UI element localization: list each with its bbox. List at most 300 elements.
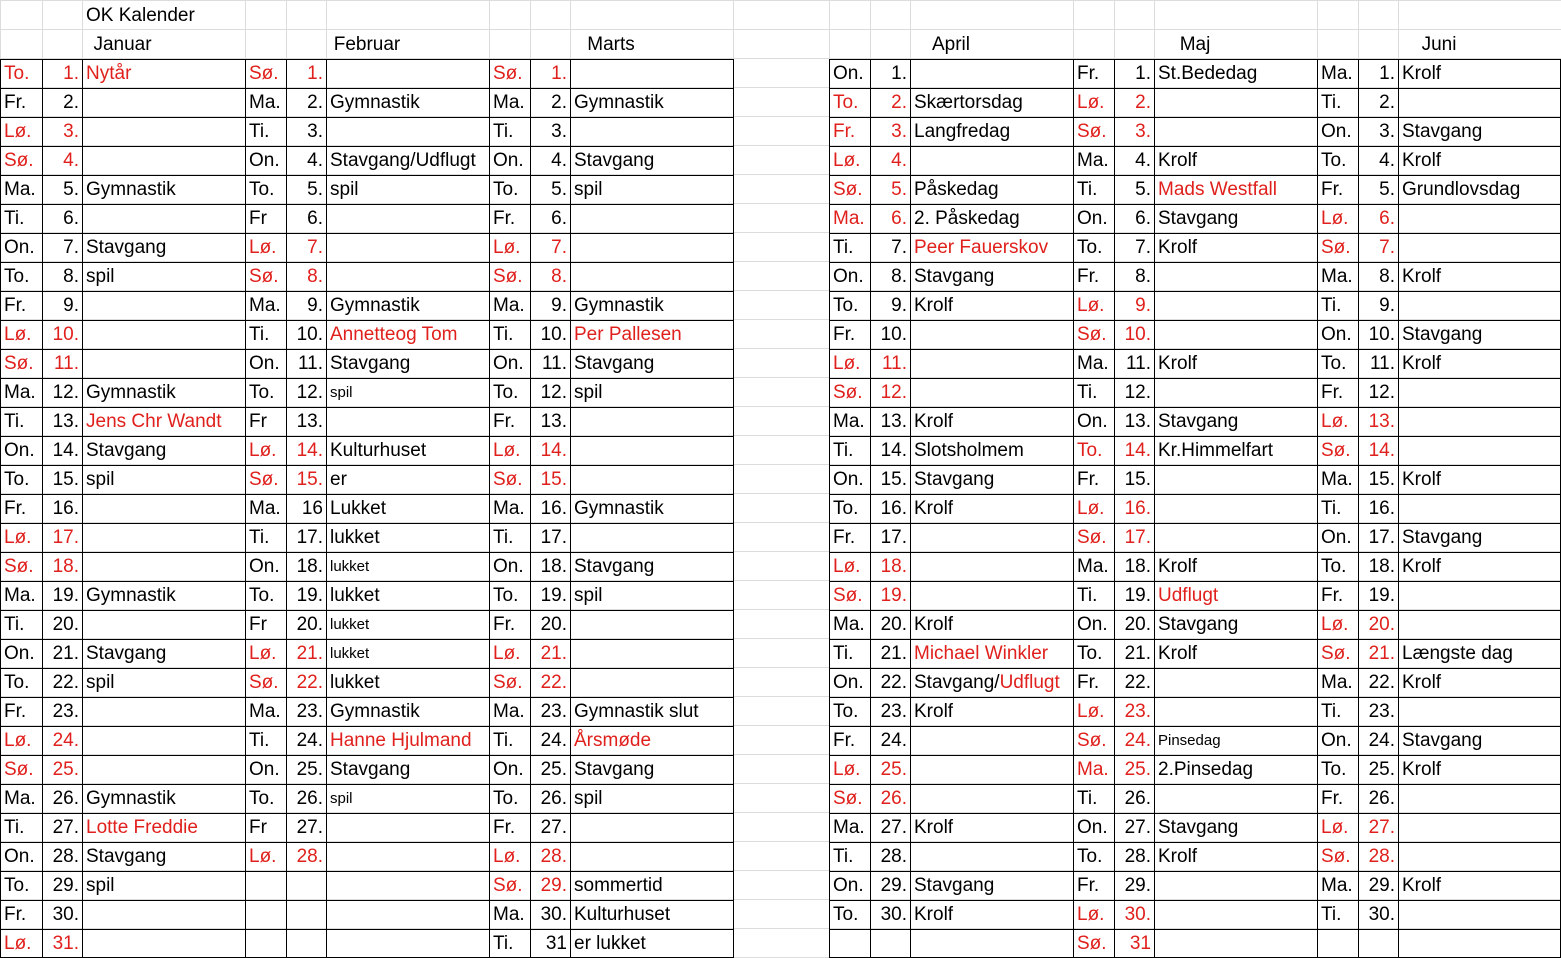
event-cell[interactable] <box>570 117 733 146</box>
weekday-cell[interactable]: Ti. <box>249 527 270 548</box>
event-cell[interactable]: Stavgang <box>1158 817 1239 838</box>
event-cell[interactable] <box>1398 494 1561 523</box>
date-cell[interactable]: 27. <box>1368 817 1395 838</box>
event-cell[interactable] <box>570 59 733 88</box>
date-cell[interactable]: 1. <box>891 63 907 84</box>
weekday-cell[interactable]: On. <box>493 556 524 577</box>
date-cell[interactable]: 8. <box>551 266 567 287</box>
date-cell[interactable]: 3. <box>307 121 323 142</box>
weekday-cell[interactable]: Lø. <box>833 150 861 171</box>
weekday-cell[interactable]: Ma. <box>4 788 36 809</box>
date-cell[interactable]: 18. <box>540 556 567 577</box>
event-cell[interactable]: Peer Fauerskov <box>914 237 1049 258</box>
weekday-cell[interactable]: Ma. <box>833 208 865 229</box>
event-cell[interactable] <box>326 59 489 88</box>
date-cell[interactable]: 19. <box>296 585 323 606</box>
event-cell[interactable] <box>1154 697 1317 726</box>
weekday-cell[interactable]: Ma. <box>1321 469 1353 490</box>
event-cell[interactable]: er <box>330 469 347 490</box>
event-cell[interactable] <box>1398 88 1561 117</box>
date-cell[interactable]: 10. <box>1124 324 1151 345</box>
date-cell[interactable]: 17. <box>1368 527 1395 548</box>
date-cell[interactable]: 6. <box>1135 208 1151 229</box>
weekday-cell[interactable]: Fr. <box>4 498 27 519</box>
weekday-cell[interactable]: To. <box>4 875 30 896</box>
date-cell[interactable]: 20. <box>540 614 567 635</box>
weekday-cell[interactable]: Fr. <box>1077 875 1100 896</box>
event-cell[interactable] <box>82 349 245 378</box>
date-cell[interactable]: 14. <box>1368 440 1395 461</box>
date-cell[interactable]: 6. <box>307 208 323 229</box>
date-cell[interactable]: 5. <box>1135 179 1151 200</box>
event-cell[interactable]: Krolf <box>1158 353 1198 374</box>
month-header[interactable]: Marts <box>587 34 635 55</box>
date-cell[interactable]: 5. <box>1379 179 1395 200</box>
event-cell[interactable] <box>1398 407 1561 436</box>
date-cell[interactable]: 31 <box>1129 933 1151 954</box>
event-cell[interactable] <box>1154 291 1317 320</box>
weekday-cell[interactable]: Ti. <box>493 527 514 548</box>
date-cell[interactable]: 12. <box>1368 382 1395 403</box>
weekday-cell[interactable]: Sø. <box>833 788 863 809</box>
weekday-cell[interactable]: Fr. <box>1077 672 1100 693</box>
date-cell[interactable]: 23. <box>1368 701 1395 722</box>
date-cell[interactable]: 6. <box>551 208 567 229</box>
event-cell[interactable]: Krolf <box>1158 556 1198 577</box>
weekday-cell[interactable]: Ma. <box>493 295 525 316</box>
weekday-cell[interactable]: Sø. <box>493 63 523 84</box>
event-cell[interactable] <box>1398 900 1561 929</box>
date-cell[interactable]: 24. <box>52 730 79 751</box>
date-cell[interactable]: 16. <box>1124 498 1151 519</box>
date-cell[interactable]: 28. <box>296 846 323 867</box>
date-cell[interactable]: 1. <box>63 63 79 84</box>
weekday-cell[interactable]: On. <box>1321 730 1352 751</box>
event-cell[interactable] <box>1154 900 1317 929</box>
date-cell[interactable]: 2. <box>891 92 907 113</box>
weekday-cell[interactable]: Lø. <box>4 324 32 345</box>
date-cell[interactable]: 13. <box>880 411 907 432</box>
event-cell[interactable] <box>1154 494 1317 523</box>
date-cell[interactable]: 7. <box>551 237 567 258</box>
event-cell[interactable]: spil <box>86 266 115 287</box>
event-cell[interactable]: spil <box>86 672 115 693</box>
date-cell[interactable]: 9. <box>1379 295 1395 316</box>
weekday-cell[interactable]: Fr <box>249 817 267 838</box>
event-cell[interactable]: Krolf <box>1402 759 1442 780</box>
date-cell[interactable]: 20. <box>296 614 323 635</box>
date-cell[interactable]: 6. <box>1379 208 1395 229</box>
weekday-cell[interactable]: Ma. <box>833 411 865 432</box>
date-cell[interactable]: 19. <box>540 585 567 606</box>
event-cell[interactable]: Krolf <box>914 614 954 635</box>
weekday-cell[interactable]: Ma. <box>1321 266 1353 287</box>
weekday-cell[interactable]: Ti. <box>1321 498 1342 519</box>
weekday-cell[interactable]: Ti. <box>4 817 25 838</box>
weekday-cell[interactable]: Ti. <box>1077 179 1098 200</box>
date-cell[interactable]: 10. <box>52 324 79 345</box>
weekday-cell[interactable]: Ti. <box>4 614 25 635</box>
weekday-cell[interactable]: Fr. <box>833 324 856 345</box>
date-cell[interactable]: 5. <box>63 179 79 200</box>
weekday-cell[interactable]: On. <box>833 63 864 84</box>
weekday-cell[interactable]: Fr. <box>4 904 27 925</box>
event-cell[interactable] <box>1398 813 1561 842</box>
event-cell[interactable]: Jens Chr Wandt <box>86 411 222 432</box>
weekday-cell[interactable]: Fr. <box>493 614 516 635</box>
event-cell[interactable]: Krolf <box>1158 237 1198 258</box>
date-cell[interactable]: 25. <box>1368 759 1395 780</box>
weekday-cell[interactable]: Lø. <box>4 730 32 751</box>
date-cell[interactable]: 14. <box>880 440 907 461</box>
date-cell[interactable]: 4. <box>307 150 323 171</box>
event-cell[interactable] <box>326 407 489 436</box>
event-cell[interactable]: spil <box>574 585 603 606</box>
weekday-cell[interactable]: Sø. <box>1321 440 1351 461</box>
event-cell[interactable]: Krolf <box>1402 875 1442 896</box>
weekday-cell[interactable]: Fr <box>249 411 267 432</box>
event-cell[interactable]: Slotsholmem <box>914 440 1024 461</box>
date-cell[interactable]: 3. <box>63 121 79 142</box>
date-cell[interactable]: 5. <box>551 179 567 200</box>
weekday-cell[interactable]: To. <box>493 382 519 403</box>
date-cell[interactable]: 20. <box>880 614 907 635</box>
date-cell[interactable]: 7. <box>891 237 907 258</box>
date-cell[interactable]: 28. <box>880 846 907 867</box>
date-cell[interactable]: 29. <box>540 875 567 896</box>
event-cell[interactable] <box>1154 523 1317 552</box>
date-cell[interactable]: 15. <box>540 469 567 490</box>
event-cell[interactable]: Hanne Hjulmand <box>330 730 472 751</box>
event-cell[interactable]: St.Bededag <box>1158 63 1258 84</box>
date-cell[interactable]: 12. <box>296 382 323 403</box>
date-cell[interactable]: 27. <box>540 817 567 838</box>
event-cell[interactable] <box>1154 262 1317 291</box>
weekday-cell[interactable]: Sø. <box>493 875 523 896</box>
event-cell[interactable]: Årsmøde <box>574 730 652 751</box>
event-cell[interactable] <box>326 117 489 146</box>
date-cell[interactable]: 15. <box>52 469 79 490</box>
event-cell[interactable] <box>326 813 489 842</box>
event-cell[interactable]: Gymnastik <box>86 788 176 809</box>
date-cell[interactable]: 18. <box>52 556 79 577</box>
event-cell[interactable] <box>82 146 245 175</box>
date-cell[interactable]: 17. <box>296 527 323 548</box>
event-cell[interactable]: Stavgang <box>1402 730 1483 751</box>
weekday-cell[interactable]: Sø. <box>1321 643 1351 664</box>
event-cell[interactable] <box>1154 784 1317 813</box>
event-cell[interactable]: Krolf <box>1402 266 1442 287</box>
date-cell[interactable]: 25. <box>52 759 79 780</box>
event-cell[interactable]: Lukket <box>330 498 386 519</box>
weekday-cell[interactable]: Ti. <box>1321 904 1342 925</box>
weekday-cell[interactable]: To. <box>1321 556 1347 577</box>
date-cell[interactable]: 1. <box>551 63 567 84</box>
weekday-cell[interactable]: To. <box>1077 237 1103 258</box>
event-cell[interactable] <box>1154 88 1317 117</box>
event-cell[interactable]: Gymnastik <box>330 92 420 113</box>
weekday-cell[interactable]: Lø. <box>1077 701 1105 722</box>
weekday-cell[interactable]: Lø. <box>249 237 277 258</box>
weekday-cell[interactable]: Ma. <box>493 92 525 113</box>
date-cell[interactable]: 1. <box>1379 63 1395 84</box>
weekday-cell[interactable]: Ti. <box>493 933 514 954</box>
date-cell[interactable]: 30. <box>540 904 567 925</box>
weekday-cell[interactable]: Lø. <box>1321 817 1349 838</box>
weekday-cell[interactable]: To. <box>249 382 275 403</box>
weekday-cell[interactable]: On. <box>249 150 280 171</box>
event-cell[interactable] <box>910 842 1073 871</box>
weekday-cell[interactable]: Ma. <box>1077 556 1109 577</box>
weekday-cell[interactable]: On. <box>1077 411 1108 432</box>
event-cell[interactable]: Stavgang <box>574 150 655 171</box>
weekday-cell[interactable]: Sø. <box>493 672 523 693</box>
date-cell[interactable]: 22. <box>1124 672 1151 693</box>
date-cell[interactable]: 9. <box>551 295 567 316</box>
event-cell[interactable]: Kulturhuset <box>574 904 671 925</box>
date-cell[interactable]: 14. <box>296 440 323 461</box>
weekday-cell[interactable]: Sø. <box>833 585 863 606</box>
weekday-cell[interactable]: Fr. <box>4 701 27 722</box>
weekday-cell[interactable]: On. <box>833 469 864 490</box>
weekday-cell[interactable]: To. <box>4 469 30 490</box>
event-cell[interactable] <box>910 349 1073 378</box>
date-cell[interactable]: 9. <box>307 295 323 316</box>
event-cell[interactable] <box>1398 842 1561 871</box>
date-cell[interactable]: 13. <box>1368 411 1395 432</box>
weekday-cell[interactable]: Sø. <box>1077 324 1107 345</box>
event-cell[interactable]: Krolf <box>1158 643 1198 664</box>
event-cell[interactable] <box>570 610 733 639</box>
month-header[interactable]: Februar <box>333 34 401 55</box>
date-cell[interactable]: 16. <box>880 498 907 519</box>
event-cell[interactable]: Påskedag <box>914 179 999 200</box>
event-cell[interactable]: Stavgang <box>574 353 655 374</box>
date-cell[interactable]: 9. <box>1135 295 1151 316</box>
event-cell[interactable] <box>570 523 733 552</box>
weekday-cell[interactable]: On. <box>249 556 280 577</box>
weekday-cell[interactable]: Fr. <box>1077 469 1100 490</box>
weekday-cell[interactable]: To. <box>1321 759 1347 780</box>
date-cell[interactable]: 28. <box>1124 846 1151 867</box>
date-cell[interactable]: 20. <box>1368 614 1395 635</box>
weekday-cell[interactable]: Ti. <box>1321 701 1342 722</box>
date-cell[interactable]: 22. <box>540 672 567 693</box>
event-cell[interactable]: Krolf <box>914 498 954 519</box>
date-cell[interactable]: 24. <box>1368 730 1395 751</box>
date-cell[interactable]: 18. <box>880 556 907 577</box>
event-cell[interactable]: Kr.Himmelfart <box>1158 440 1274 461</box>
event-cell[interactable]: Annetteog Tom <box>330 324 458 345</box>
event-cell[interactable] <box>82 523 245 552</box>
event-cell[interactable]: Pinsedag <box>1158 732 1221 749</box>
weekday-cell[interactable]: Fr. <box>1321 788 1344 809</box>
event-cell[interactable] <box>1154 117 1317 146</box>
date-cell[interactable]: 27. <box>52 817 79 838</box>
date-cell[interactable]: 26. <box>540 788 567 809</box>
weekday-cell[interactable]: Fr. <box>493 208 516 229</box>
date-cell[interactable]: 3. <box>891 121 907 142</box>
weekday-cell[interactable]: Ti. <box>833 237 854 258</box>
weekday-cell[interactable]: On. <box>493 353 524 374</box>
event-cell[interactable]: Gymnastik <box>86 179 176 200</box>
weekday-cell[interactable]: Ti. <box>833 440 854 461</box>
weekday-cell[interactable]: To. <box>1321 150 1347 171</box>
date-cell[interactable]: 27. <box>296 817 323 838</box>
weekday-cell[interactable]: Sø. <box>1321 846 1351 867</box>
weekday-cell[interactable]: On. <box>249 353 280 374</box>
date-cell[interactable]: 22. <box>296 672 323 693</box>
event-cell[interactable]: Stavgang <box>330 759 411 780</box>
weekday-cell[interactable]: Lø. <box>249 846 277 867</box>
weekday-cell[interactable]: Sø. <box>4 150 34 171</box>
event-cell[interactable] <box>82 929 245 958</box>
weekday-cell[interactable]: On. <box>1321 324 1352 345</box>
event-cell[interactable] <box>910 146 1073 175</box>
month-header[interactable]: Juni <box>1421 34 1457 55</box>
date-cell[interactable]: 21. <box>1124 643 1151 664</box>
weekday-cell[interactable]: To. <box>1077 846 1103 867</box>
event-cell[interactable]: er lukket <box>574 933 646 954</box>
date-cell[interactable]: 25. <box>540 759 567 780</box>
date-cell[interactable]: 14. <box>52 440 79 461</box>
weekday-cell[interactable]: To. <box>4 672 30 693</box>
weekday-cell[interactable]: On. <box>1321 121 1352 142</box>
event-cell[interactable]: Stavgang <box>86 440 167 461</box>
weekday-cell[interactable]: Fr. <box>833 730 856 751</box>
event-cell[interactable] <box>82 291 245 320</box>
event-cell[interactable] <box>82 88 245 117</box>
event-cell[interactable]: Kulturhuset <box>330 440 427 461</box>
weekday-cell[interactable]: Ti. <box>249 324 270 345</box>
weekday-cell[interactable]: Ti. <box>493 324 514 345</box>
event-cell[interactable] <box>910 378 1073 407</box>
weekday-cell[interactable]: Ti. <box>4 208 25 229</box>
weekday-cell[interactable]: Ma. <box>833 817 865 838</box>
weekday-cell[interactable]: Fr. <box>1321 585 1344 606</box>
date-cell[interactable]: 26. <box>1368 788 1395 809</box>
event-cell[interactable] <box>1398 378 1561 407</box>
event-cell[interactable]: Langfredag <box>914 121 1011 142</box>
event-cell[interactable]: Michael Winkler <box>914 643 1049 664</box>
date-cell[interactable]: 23. <box>540 701 567 722</box>
date-cell[interactable]: 2. <box>63 92 79 113</box>
weekday-cell[interactable]: On. <box>1077 208 1108 229</box>
date-cell[interactable]: 23. <box>296 701 323 722</box>
weekday-cell[interactable]: Fr. <box>493 411 516 432</box>
event-cell[interactable]: spil <box>86 875 115 896</box>
event-cell[interactable] <box>1398 784 1561 813</box>
date-cell[interactable]: 5. <box>307 179 323 200</box>
date-cell[interactable]: 1. <box>307 63 323 84</box>
date-cell[interactable]: 22. <box>880 672 907 693</box>
weekday-cell[interactable]: Lø. <box>493 643 521 664</box>
weekday-cell[interactable]: On. <box>4 846 35 867</box>
event-cell[interactable] <box>1398 436 1561 465</box>
weekday-cell[interactable]: Lø. <box>1321 614 1349 635</box>
date-cell[interactable]: 27. <box>1124 817 1151 838</box>
date-cell[interactable]: 2. <box>1379 92 1395 113</box>
weekday-cell[interactable]: Lø. <box>4 933 32 954</box>
date-cell[interactable]: 24. <box>540 730 567 751</box>
weekday-cell[interactable]: Lø. <box>1321 208 1349 229</box>
weekday-cell[interactable]: On. <box>833 266 864 287</box>
event-cell[interactable]: Krolf <box>914 817 954 838</box>
event-cell[interactable]: Krolf <box>1158 846 1198 867</box>
weekday-cell[interactable]: Lø. <box>1077 295 1105 316</box>
date-cell[interactable]: 19. <box>52 585 79 606</box>
weekday-cell[interactable]: Sø. <box>4 353 34 374</box>
event-cell[interactable] <box>570 407 733 436</box>
weekday-cell[interactable]: Sø. <box>493 266 523 287</box>
weekday-cell[interactable]: Sø. <box>249 63 279 84</box>
date-cell[interactable]: 21. <box>1368 643 1395 664</box>
weekday-cell[interactable]: Ma. <box>249 498 281 519</box>
date-cell[interactable]: 8. <box>63 266 79 287</box>
date-cell[interactable]: 26. <box>880 788 907 809</box>
weekday-cell[interactable]: On. <box>1077 614 1108 635</box>
weekday-cell[interactable]: Fr. <box>4 295 27 316</box>
event-cell[interactable] <box>570 842 733 871</box>
weekday-cell[interactable]: Ti. <box>833 846 854 867</box>
date-cell[interactable]: 10. <box>540 324 567 345</box>
event-cell[interactable]: spil <box>330 179 359 200</box>
date-cell[interactable]: 22. <box>1368 672 1395 693</box>
event-cell[interactable] <box>326 262 489 291</box>
date-cell[interactable]: 1. <box>1135 63 1151 84</box>
weekday-cell[interactable]: On. <box>493 150 524 171</box>
event-cell[interactable] <box>910 784 1073 813</box>
date-cell[interactable]: 7. <box>1135 237 1151 258</box>
date-cell[interactable]: 26. <box>1124 788 1151 809</box>
event-cell[interactable]: lukket <box>330 527 380 548</box>
date-cell[interactable]: 24. <box>880 730 907 751</box>
weekday-cell[interactable]: Lø. <box>1077 92 1105 113</box>
event-cell[interactable] <box>82 204 245 233</box>
weekday-cell[interactable]: Ti. <box>493 121 514 142</box>
event-cell[interactable]: Stavgang <box>1402 324 1483 345</box>
date-cell[interactable]: 3. <box>1379 121 1395 142</box>
weekday-cell[interactable]: Sø. <box>833 179 863 200</box>
weekday-cell[interactable]: Ma. <box>1321 672 1353 693</box>
weekday-cell[interactable]: Ma. <box>1077 759 1109 780</box>
weekday-cell[interactable]: Ma. <box>1321 63 1353 84</box>
event-cell[interactable] <box>570 465 733 494</box>
date-cell[interactable]: 30. <box>1124 904 1151 925</box>
weekday-cell[interactable]: Sø. <box>4 556 34 577</box>
date-cell[interactable]: 29. <box>1368 875 1395 896</box>
weekday-cell[interactable]: Ma. <box>249 92 281 113</box>
weekday-cell[interactable]: Ma. <box>493 498 525 519</box>
weekday-cell[interactable]: Sø. <box>833 382 863 403</box>
weekday-cell[interactable]: Lø. <box>833 556 861 577</box>
date-cell[interactable]: 16 <box>301 498 323 519</box>
weekday-cell[interactable]: Ti. <box>1321 295 1342 316</box>
weekday-cell[interactable]: Ti. <box>1077 382 1098 403</box>
date-cell[interactable]: 18. <box>1124 556 1151 577</box>
event-cell[interactable] <box>570 262 733 291</box>
date-cell[interactable]: 23. <box>880 701 907 722</box>
weekday-cell[interactable]: Ti. <box>249 730 270 751</box>
date-cell[interactable]: 11. <box>1125 353 1151 374</box>
weekday-cell[interactable]: Fr. <box>4 92 27 113</box>
weekday-cell[interactable]: Ti. <box>833 643 854 664</box>
event-cell[interactable]: sommertid <box>574 875 663 896</box>
weekday-cell[interactable]: On. <box>4 643 35 664</box>
weekday-cell[interactable]: To. <box>493 179 519 200</box>
weekday-cell[interactable]: To. <box>249 179 275 200</box>
date-cell[interactable]: 12. <box>880 382 907 403</box>
